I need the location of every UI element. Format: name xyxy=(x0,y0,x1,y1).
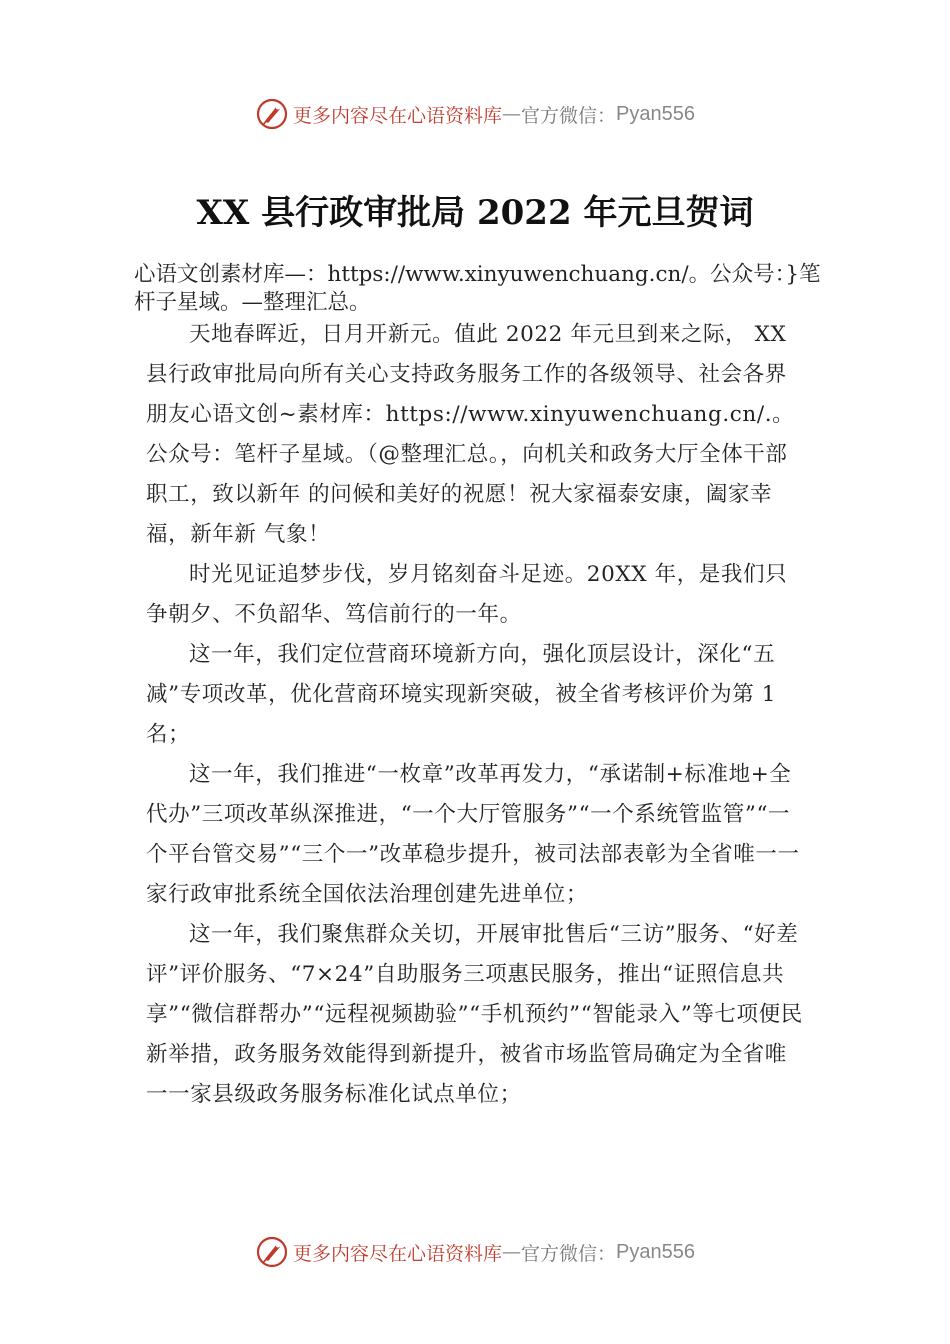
banner-official-label: 官方微信 xyxy=(521,1242,598,1265)
footer-banner xyxy=(0,1232,950,1272)
header-banner xyxy=(0,94,950,134)
paragraph-4: 这一年，我们推进“一枚章”改革再发力，“承诺制+标准地+全代办”三项改革纵深推进，“一个大厅管服务”“一个系统管监管”“一个平台管交易”“三个一”改革稳步提升，被司法部表彰为全省唯一一家行政审批系统全国依法治理创建先进单位； xyxy=(146,762,800,907)
banner-official-label: 官方微信 xyxy=(521,104,598,127)
source-note: 心语文创素材库—：https://www.xinyuwenchuang.cn/。公众号：}笔杆子星域。—整理汇总。 xyxy=(134,262,821,315)
paragraph-1: 天地春晖近，日月开新元。值此 2022 年元旦到来之际， XX 县行政审批局向所有关心支持政务服务工作的各级领导、社会各界朋友心语文创~素材库：https://www.xinyuwenchuang.cn/.。公众号：笔杆子星域。（@整理汇总。，向机关和政务大厅全体干部职工，致以新年 的问候和美好的祝愿！祝大家福泰安康，阖家幸福，新年新 气象！ xyxy=(146,322,795,547)
banner-site-text: 更多内容尽在心语资料库 xyxy=(292,1242,502,1265)
pen-circle-logo-icon xyxy=(255,97,289,131)
pen-circle-logo-icon xyxy=(255,1235,289,1269)
banner-colon: ： xyxy=(597,1242,617,1265)
banner-dash: — xyxy=(502,1241,521,1263)
banner-wechat-id: Pyan556 xyxy=(616,1240,695,1263)
banner-wechat-id: Pyan556 xyxy=(616,102,695,125)
banner-dash: — xyxy=(502,103,521,125)
paragraph-3: 这一年，我们定位营商环境新方向，强化顶层设计，深化“五减”专项改革，优化营商环境实现新突破，被全省考核评价为第 1 名； xyxy=(146,642,777,747)
banner-colon: ： xyxy=(597,104,617,127)
banner-site-text: 更多内容尽在心语资料库 xyxy=(292,104,502,127)
document-title: XX 县行政审批局 2022 年元旦贺词 xyxy=(196,193,754,233)
paragraph-2: 时光见证追梦步伐，岁月铭刻奋斗足迹。20XX 年，是我们只争朝夕、不负韶华、笃信前行的一年。 xyxy=(146,562,788,627)
document-body xyxy=(146,315,808,1115)
paragraph-5: 这一年，我们聚焦群众关切，开展审批售后“三访”服务、“好差评”评价服务、“7×24”自助服务三项惠民服务，推出“证照信息共享”“微信群帮办”“远程视频勘验”“手机预约”“智能录入”等七项便民新举措，政务服务效能得到新提升，被省市场监管局确定为全省唯一一家县级政务服务标准化试点单位； xyxy=(146,922,803,1107)
